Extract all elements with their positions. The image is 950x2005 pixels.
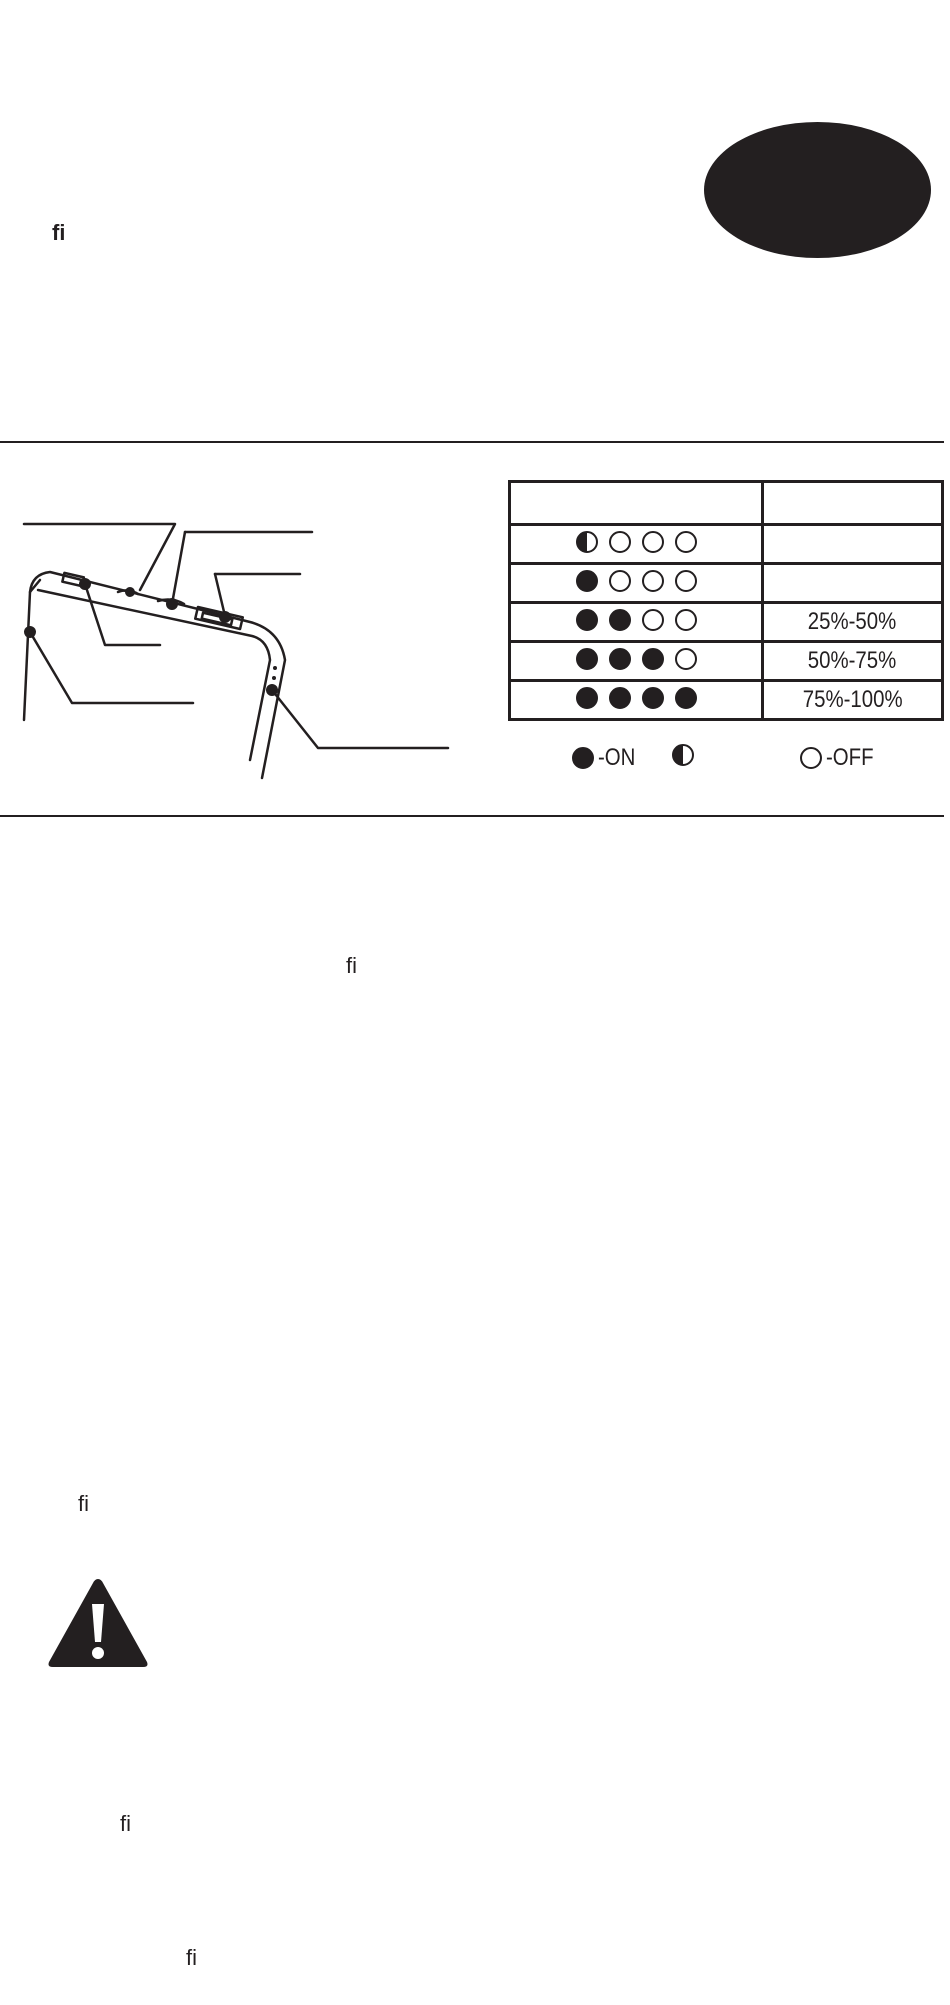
section-divider-bottom bbox=[0, 815, 944, 817]
range-cell: 75%-100% bbox=[763, 681, 943, 720]
led-on-icon bbox=[675, 687, 697, 709]
led-off-icon bbox=[675, 570, 697, 592]
led-on-icon bbox=[642, 648, 664, 670]
table-row bbox=[510, 642, 943, 681]
range-cell bbox=[763, 525, 943, 564]
ligature-glyph: ﬁ bbox=[346, 953, 357, 978]
table-header-cell bbox=[763, 482, 943, 525]
led-indicator-cell bbox=[510, 603, 763, 642]
led-off-icon bbox=[609, 531, 631, 553]
device-diagram bbox=[0, 500, 460, 790]
table-header-cell bbox=[510, 482, 763, 525]
led-indicator-cell bbox=[510, 564, 763, 603]
legend-on: -ON bbox=[572, 744, 642, 772]
led-on-icon bbox=[576, 648, 598, 670]
warning-triangle-icon bbox=[46, 1576, 150, 1670]
table-row bbox=[510, 603, 943, 642]
legend-off: -OFF bbox=[800, 744, 882, 772]
led-off-icon bbox=[609, 570, 631, 592]
led-on-icon bbox=[576, 570, 598, 592]
ligature-glyph: ﬁ bbox=[120, 1811, 131, 1836]
range-cell bbox=[763, 564, 943, 603]
section-divider-top bbox=[0, 441, 944, 443]
led-off-icon bbox=[675, 648, 697, 670]
led-on-icon bbox=[576, 687, 598, 709]
led-on-icon bbox=[609, 687, 631, 709]
led-on-icon bbox=[609, 648, 631, 670]
battery-level-table bbox=[508, 480, 944, 721]
range-cell: 25%-50% bbox=[763, 603, 943, 642]
led-off-icon bbox=[675, 531, 697, 553]
led-on-icon bbox=[576, 609, 598, 631]
led-blinking-icon bbox=[576, 531, 598, 553]
led-legend bbox=[508, 744, 944, 774]
led-on-icon bbox=[642, 687, 664, 709]
ligature-glyph: ﬁ bbox=[78, 1491, 89, 1516]
range-cell: 50%-75% bbox=[763, 642, 943, 681]
table-header-row bbox=[510, 482, 943, 525]
led-indicator-cell bbox=[510, 642, 763, 681]
led-off-icon bbox=[642, 570, 664, 592]
ligature-glyph: ﬁ bbox=[186, 1945, 197, 1970]
legend-blinking bbox=[672, 744, 694, 766]
ligature-glyph: ﬁ bbox=[52, 220, 66, 245]
table-row bbox=[510, 564, 943, 603]
led-blinking-icon bbox=[672, 744, 694, 766]
led-on-icon bbox=[609, 609, 631, 631]
black-oval-badge bbox=[704, 122, 931, 258]
led-off-icon bbox=[642, 609, 664, 631]
table-row bbox=[510, 525, 943, 564]
led-indicator-cell bbox=[510, 525, 763, 564]
led-indicator-cell bbox=[510, 681, 763, 720]
led-off-icon bbox=[800, 747, 822, 769]
led-on-icon bbox=[572, 747, 594, 769]
led-off-icon bbox=[675, 609, 697, 631]
table-row bbox=[510, 681, 943, 720]
led-off-icon bbox=[642, 531, 664, 553]
